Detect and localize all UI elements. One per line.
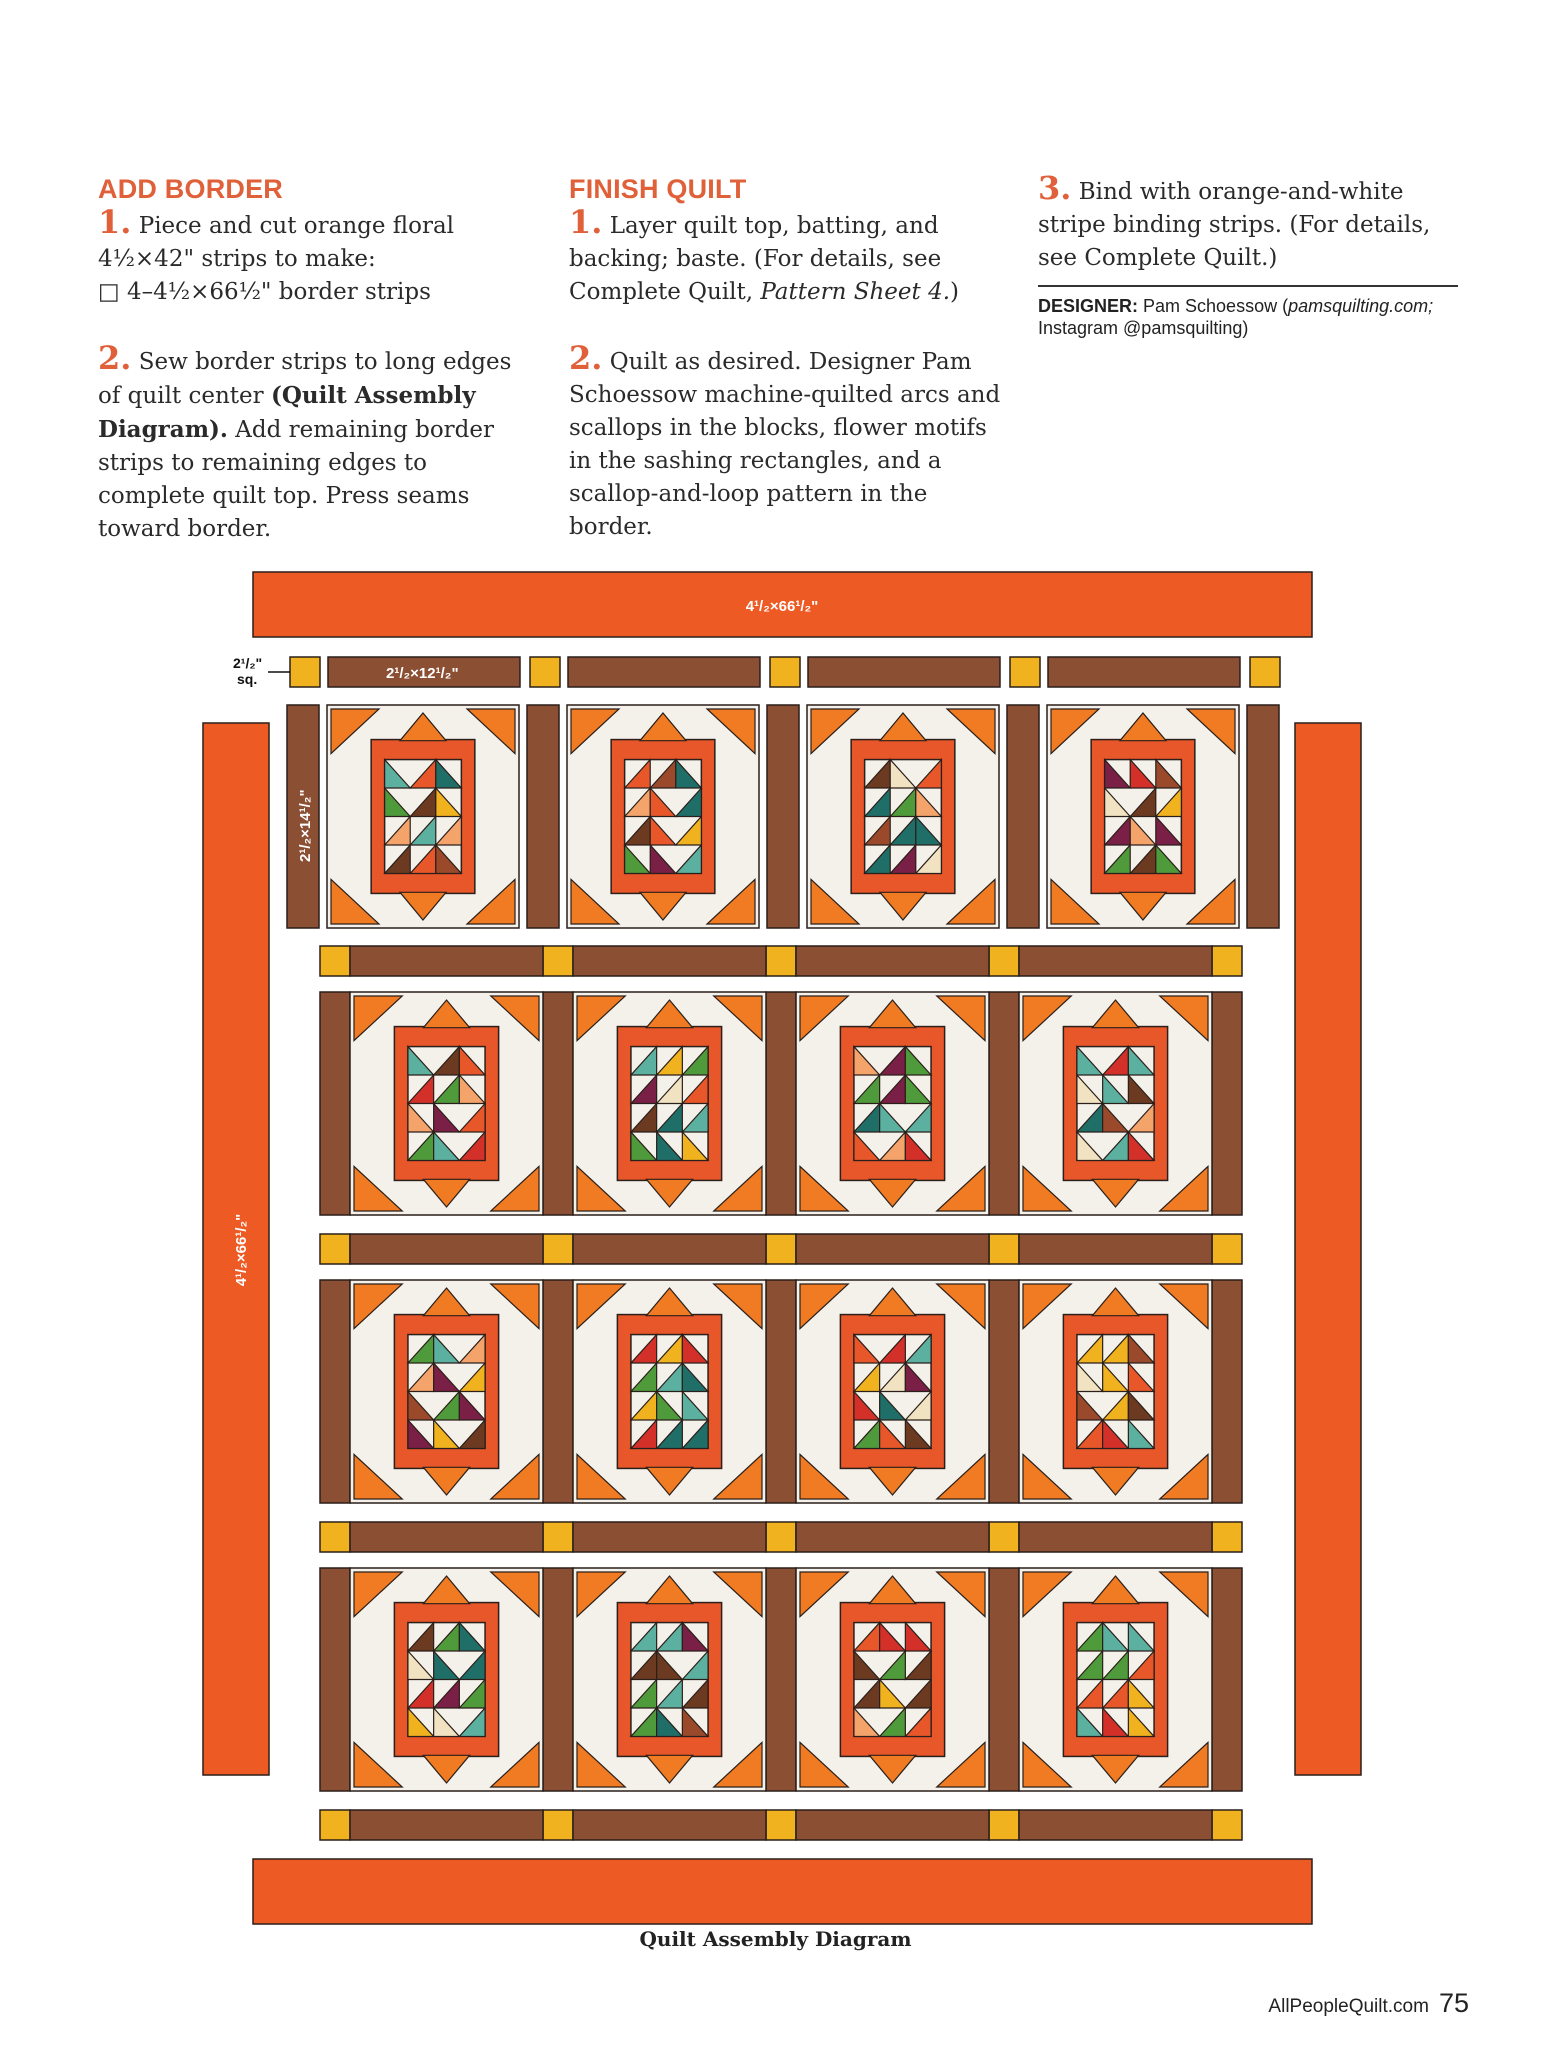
cornerstone-square xyxy=(543,1522,573,1552)
vertical-sashing xyxy=(527,705,559,928)
footer-site: AllPeopleQuilt.com xyxy=(1268,1996,1429,2017)
add-border-heading: ADD BORDER xyxy=(98,174,284,204)
horizontal-sashing xyxy=(573,946,766,976)
cornerstone-square xyxy=(766,1234,796,1264)
border-dimension-label: 4¹/₂×66¹/₂" xyxy=(233,1213,250,1287)
vertical-sashing xyxy=(543,1280,573,1503)
step-text: Layer quilt top, batting, and backing; baste. (For details, see Complete Quilt, xyxy=(569,213,942,305)
horizontal-sashing xyxy=(568,657,760,687)
vertical-sashing xyxy=(543,1568,573,1791)
cornerstone-square xyxy=(1212,946,1242,976)
horizontal-sashing xyxy=(573,1522,766,1552)
vertical-sashing xyxy=(766,992,796,1215)
step-number: 1. xyxy=(569,203,603,241)
horizontal-sashing xyxy=(796,1522,989,1552)
horizontal-sashing xyxy=(573,1810,766,1840)
cornerstone-square xyxy=(766,946,796,976)
vertical-sashing xyxy=(320,1280,350,1503)
cornerstone-square xyxy=(766,1522,796,1552)
horizontal-sashing xyxy=(350,1522,543,1552)
vertical-sashing xyxy=(320,992,350,1215)
step-text: Piece and cut orange floral xyxy=(138,213,455,239)
cornerstone-square xyxy=(1250,657,1280,687)
square-dimension-label: sq. xyxy=(237,671,258,687)
vertical-sashing xyxy=(766,1568,796,1791)
cornerstone-square xyxy=(766,1810,796,1840)
designer-website: pamsquilting.com; xyxy=(1288,296,1434,316)
cornerstone-square xyxy=(320,1522,350,1552)
cornerstone-square xyxy=(1212,1810,1242,1840)
border-dimension-label: 4¹/₂×66¹/₂" xyxy=(745,598,819,615)
designer-name: Pam Schoessow ( xyxy=(1138,296,1289,316)
cornerstone-square xyxy=(320,1234,350,1264)
horizontal-sashing xyxy=(796,1234,989,1264)
step-number: 2. xyxy=(98,339,132,377)
horizontal-sashing xyxy=(796,946,989,976)
cornerstone-square xyxy=(989,1810,1019,1840)
step-text: Bind with orange-and-white stripe binding strips. (For details, see Complete Quilt.) xyxy=(1038,179,1431,271)
step-text: 4¹⁄₂×42" strips to make: xyxy=(98,246,376,272)
horizontal-sashing xyxy=(1019,946,1212,976)
vertical-sashing xyxy=(1007,705,1039,928)
horizontal-sashing xyxy=(350,946,543,976)
sashing-dimension-label: 2¹/₂×14¹/₂" xyxy=(297,789,314,862)
vertical-sashing xyxy=(1212,992,1242,1215)
step-text: Quilt as desired. Designer Pam Schoessow machine-quilted arcs and scallops in the blocks, flower motifs in the sashing rectangles, and a scallop-and-loop pattern in the border. xyxy=(569,349,1001,540)
cornerstone-square xyxy=(989,1234,1019,1264)
diagram-reference: (Quilt Assembly Diagram). xyxy=(98,382,476,443)
vertical-sashing xyxy=(320,1568,350,1791)
step-text: ) xyxy=(950,279,960,305)
horizontal-sashing xyxy=(1019,1234,1212,1264)
sashing-dimension-label: 2¹/₂×12¹/₂" xyxy=(386,665,459,682)
vertical-sashing xyxy=(989,992,1019,1215)
step-number: 1. xyxy=(98,203,132,241)
horizontal-sashing xyxy=(796,1810,989,1840)
horizontal-sashing xyxy=(808,657,1000,687)
square-dimension-label: 2¹/₂" xyxy=(233,655,263,671)
cornerstone-square xyxy=(290,657,320,687)
cornerstone-square xyxy=(530,657,560,687)
cornerstone-square xyxy=(320,1810,350,1840)
horizontal-sashing xyxy=(1019,1810,1212,1840)
vertical-sashing xyxy=(1212,1568,1242,1791)
cornerstone-square xyxy=(320,946,350,976)
cornerstone-square xyxy=(1212,1234,1242,1264)
cornerstone-square xyxy=(543,1234,573,1264)
horizontal-sashing xyxy=(350,1234,543,1264)
step-text: Add remaining border strips to remaining edges to complete quilt top. Press seams toward border. xyxy=(98,417,494,542)
vertical-sashing xyxy=(989,1280,1019,1503)
cornerstone-square xyxy=(989,946,1019,976)
designer-instagram: Instagram @pamsquilting) xyxy=(1038,318,1249,338)
vertical-sashing xyxy=(989,1568,1019,1791)
cornerstone-square xyxy=(543,946,573,976)
border-right xyxy=(1295,723,1361,1775)
step-number: 3. xyxy=(1038,169,1072,207)
horizontal-sashing xyxy=(1048,657,1240,687)
designer-label: DESIGNER: xyxy=(1038,296,1139,316)
page-number: 75 xyxy=(1438,1988,1469,2018)
step-number: 2. xyxy=(569,339,603,377)
cornerstone-square xyxy=(989,1522,1019,1552)
vertical-sashing xyxy=(1247,705,1279,928)
step-text: Sew border strips to long edges of quilt center xyxy=(98,349,512,409)
vertical-sashing xyxy=(543,992,573,1215)
horizontal-sashing xyxy=(573,1234,766,1264)
cornerstone-square xyxy=(543,1810,573,1840)
cornerstone-square xyxy=(1212,1522,1242,1552)
pattern-sheet-ref: Pattern Sheet 4. xyxy=(760,279,951,305)
cornerstone-square xyxy=(770,657,800,687)
finish-quilt-heading: FINISH QUILT xyxy=(569,174,747,204)
step-text: □ 4–4¹⁄₂×66¹⁄₂" border strips xyxy=(98,279,431,305)
vertical-sashing xyxy=(1212,1280,1242,1503)
diagram-caption: Quilt Assembly Diagram xyxy=(639,1927,912,1951)
vertical-sashing xyxy=(766,1280,796,1503)
border-bottom xyxy=(253,1859,1312,1924)
page-footer xyxy=(1268,1988,1469,2019)
vertical-sashing xyxy=(767,705,799,928)
cornerstone-square xyxy=(1010,657,1040,687)
horizontal-sashing xyxy=(1019,1522,1212,1552)
horizontal-sashing xyxy=(350,1810,543,1840)
